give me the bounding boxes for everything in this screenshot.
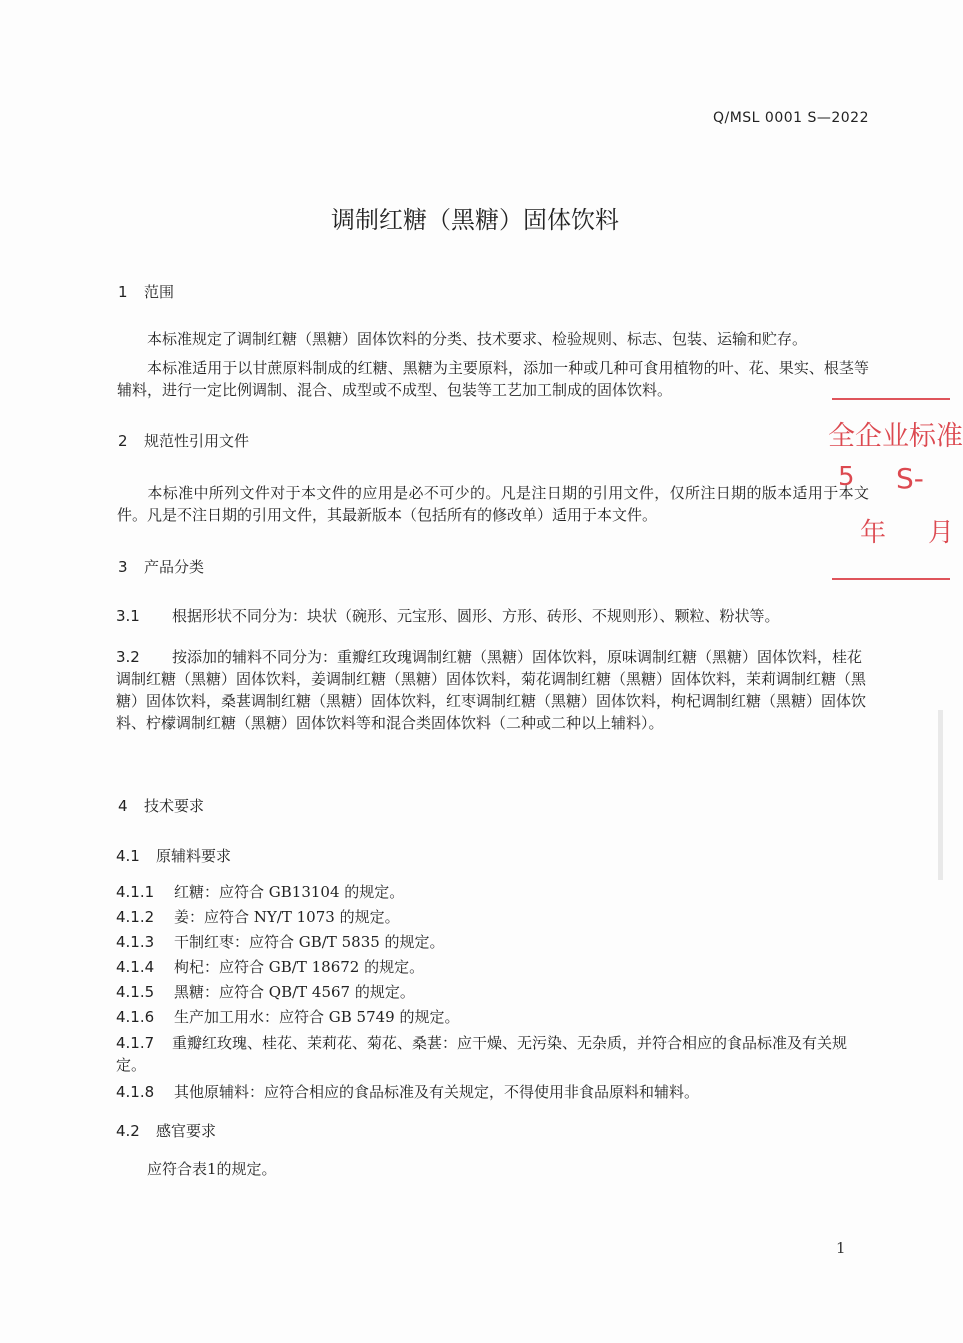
section-title: 规范性引用文件 [144, 432, 250, 450]
stamp-text-3: S- [896, 462, 924, 495]
clause-number: 3.2 [116, 648, 140, 666]
stamp-text-1: 全企业标准 [828, 421, 963, 452]
clause-number: 4.1.7 [116, 1034, 155, 1052]
section-4-heading [118, 795, 204, 816]
clause-text: 枸杞：应符合 GB/T 18672 的规定。 [174, 958, 425, 976]
scope-paragraph-1 [117, 328, 869, 350]
paragraph-text: 本标准规定了调制红糖（黑糖）固体饮料的分类、技术要求、检验规则、标志、包装、运输和贮存。 [147, 330, 808, 348]
clause-3-2 [116, 646, 870, 734]
clause-4-1-8 [116, 1080, 699, 1104]
document-title: 调制红糖（黑糖）固体饮料 [331, 206, 619, 234]
section-4-2-heading [116, 1120, 216, 1141]
clause-number: 4.1.3 [116, 933, 155, 951]
references-paragraph [117, 482, 869, 526]
clause-4-1-2 [116, 905, 400, 929]
clause-text: 生产加工用水：应符合 GB 5749 的规定。 [174, 1008, 460, 1026]
clause-number: 3.1 [116, 607, 140, 625]
section-number: 3 [118, 558, 128, 576]
section-title: 原辅料要求 [156, 847, 232, 865]
section-title: 范围 [144, 283, 175, 301]
clause-4-1-5 [116, 980, 415, 1004]
paragraph-text: 本标准中所列文件对于本文件的应用是必不可少的。凡是注日期的引用文件，仅所注日期的版本适用于本文件。凡是不注日期的引用文件，其最新版本（包括所有的修改单）适用于本文件。 [117, 484, 869, 524]
clause-4-1-7 [116, 1032, 870, 1076]
section-title: 技术要求 [144, 797, 205, 815]
clause-4-1-3 [116, 930, 445, 954]
section-title: 感官要求 [156, 1122, 217, 1140]
sensory-paragraph: 应符合表1的规定。 [147, 1160, 277, 1178]
section-1-heading [118, 281, 174, 302]
clause-number: 4.1.2 [116, 908, 155, 926]
clause-text: 其他原辅料：应符合相应的食品标准及有关规定，不得使用非食品原料和辅料。 [174, 1083, 700, 1101]
clause-4-1-6 [116, 1005, 460, 1029]
clause-number: 4.1.8 [116, 1083, 155, 1101]
clause-text: 重瓣红玫瑰调制红糖（黑糖）固体饮料，原味调制红糖（黑糖）固体饮料，桂花调制红糖（黑糖）固体饮料，姜调制红糖（黑糖）固体饮料，菊花调制红糖（黑糖）固体饮料，茉莉调制红糖（黑糖）固体饮料，桑葚调制红糖（黑糖）固体饮料，红枣调制红糖（黑糖）固体饮料，枸杞调制红糖（黑糖）固体饮料、柠檬调制红糖（黑糖）固体饮料等和混合类固体饮料（二种或二种以上辅料）。 [116, 648, 867, 732]
page-number: 1 [836, 1239, 846, 1257]
company-seal-stamp [828, 396, 963, 582]
section-number: 4 [118, 797, 128, 815]
section-number: 4.1 [116, 847, 140, 865]
clause-text: 红糖：应符合 GB13104 的规定。 [174, 883, 405, 901]
section-2-heading [118, 430, 249, 451]
section-number: 2 [118, 432, 128, 450]
section-number: 4.2 [116, 1122, 140, 1140]
scan-edge-shadow [938, 710, 943, 880]
standard-code: Q/MSL 0001 S—2022 [712, 110, 869, 126]
section-title: 产品分类 [144, 558, 205, 576]
clause-text: 干制红枣：应符合 GB/T 5835 的规定。 [174, 933, 445, 951]
stamp-text-4: 年 [860, 518, 887, 548]
clause-number: 4.1.1 [116, 883, 155, 901]
section-3-heading [118, 556, 204, 577]
stamp-text-2: 5 [838, 462, 855, 492]
clause-3-1 [116, 605, 870, 627]
clause-label: 根据形状不同分为： [172, 607, 308, 625]
stamp-text-5: 月 [928, 518, 955, 548]
clause-4-1-1 [116, 880, 404, 904]
section-4-1-heading [116, 845, 231, 866]
clause-number: 4.1.5 [116, 983, 155, 1001]
clause-number: 4.1.4 [116, 958, 155, 976]
paragraph-text: 本标准适用于以甘蔗原料制成的红糖、黑糖为主要原料，添加一种或几种可食用植物的叶、花、果实、根茎等辅料，进行一定比例调制、混合、成型或不成型、包装等工艺加工制成的固体饮料。 [117, 359, 869, 399]
clause-4-1-4 [116, 955, 424, 979]
clause-label: 按添加的辅料不同分为： [172, 648, 338, 666]
section-number: 1 [118, 283, 128, 301]
clause-text: 块状（碗形、元宝形、圆形、方形、砖形、不规则形）、颗粒、粉状等。 [307, 607, 780, 625]
clause-text: 黑糖：应符合 QB/T 4567 的规定。 [174, 983, 415, 1001]
scope-paragraph-2 [117, 357, 869, 401]
clause-text: 姜：应符合 NY/T 1073 的规定。 [174, 908, 400, 926]
clause-text: 重瓣红玫瑰、桂花、茉莉花、菊花、桑葚：应干燥、无污染、无杂质，并符合相应的食品标准及有关规定。 [116, 1034, 848, 1074]
clause-number: 4.1.6 [116, 1008, 155, 1026]
